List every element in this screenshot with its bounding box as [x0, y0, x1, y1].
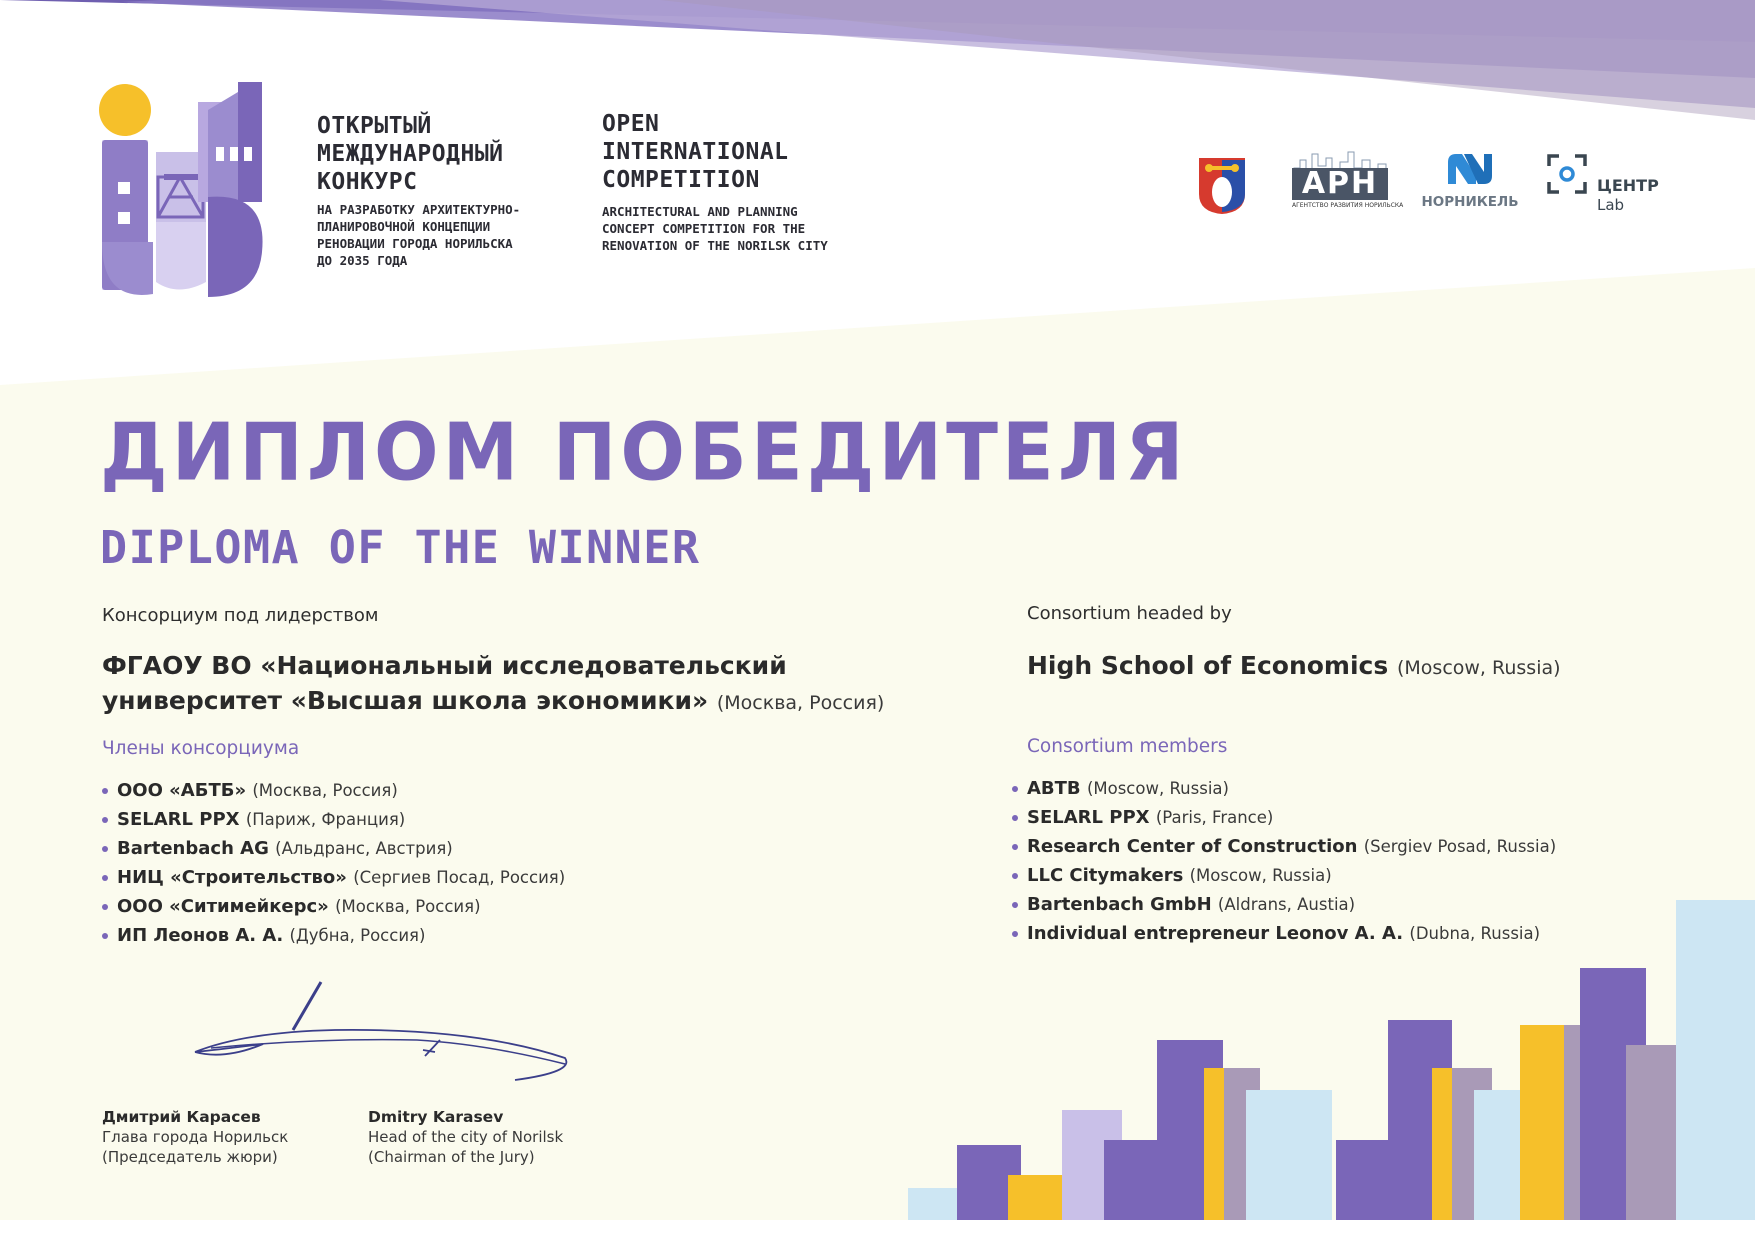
list-item: SELARL PPX (Париж, Франция): [102, 805, 565, 834]
list-item: Individual entrepreneur Leonov A. A. (Dubna, Russia): [1012, 919, 1556, 948]
signatory-role-ru-1: Глава города Норильск: [102, 1128, 289, 1146]
signatory-name-ru: Дмитрий Карасев: [102, 1108, 261, 1126]
consortium-intro-ru: Консорциум под лидерством: [102, 605, 379, 626]
ru-competition-subtitle: НА РАЗРАБОТКУ АРХИТЕКТУРНО- ПЛАНИРОВОЧНОЙ КОНЦЕПЦИИ РЕНОВАЦИИ ГОРОДА НОРИЛЬСКА ДО 2035 ГОДА: [317, 202, 521, 268]
list-item: ООО «Ситимейкерс» (Москва, Россия): [102, 892, 565, 921]
list-item: ABTB (Moscow, Russia): [1012, 774, 1556, 803]
members-title-en: Consortium members: [1027, 736, 1228, 757]
diploma-title-ru: ДИПЛОМ ПОБЕДИТЕЛЯ: [100, 405, 1188, 499]
nornickel-logo-text: НОРНИКЕЛЬ: [1421, 194, 1519, 210]
leader-location-ru: (Москва, Россия): [716, 692, 885, 714]
centr-lab-line1: ЦЕНТР: [1597, 176, 1659, 195]
diploma-title-en: DIPLOMA OF THE WINNER: [100, 521, 701, 574]
leader-name-line2-ru: университет «Высшая школа экономики»: [102, 686, 709, 715]
consortium-intro-en: Consortium headed by: [1027, 603, 1232, 624]
list-item: ООО «АБТБ» (Москва, Россия): [102, 776, 565, 805]
leader-name-en: High School of Economics: [1027, 651, 1389, 680]
arn-logo-mark: АРН: [1292, 168, 1388, 200]
centr-lab-line2: Lab: [1597, 196, 1625, 214]
list-item: ИП Леонов А. А. (Дубна, Россия): [102, 921, 565, 950]
leader-name-line1-ru: ФГАОУ ВО «Национальный исследовательский: [102, 651, 787, 680]
signatory-name-en: Dmitry Karasev: [368, 1108, 504, 1126]
list-item: Bartenbach AG (Альдранс, Австрия): [102, 834, 565, 863]
list-item: LLC Citymakers (Moscow, Russia): [1012, 861, 1556, 890]
en-competition-title: OPEN INTERNATIONAL COMPETITION: [602, 111, 789, 193]
en-competition-subtitle: ARCHITECTURAL AND PLANNING CONCEPT COMPETITION FOR THE RENOVATION OF THE NORILSK CITY: [602, 204, 828, 253]
list-item: SELARL PPX (Paris, France): [1012, 803, 1556, 832]
arn-logo-caption: АГЕНТСТВО РАЗВИТИЯ НОРИЛЬСКА: [1292, 202, 1404, 209]
list-item: НИЦ «Строительство» (Сергиев Посад, Россия): [102, 863, 565, 892]
list-item: Bartenbach GmbH (Aldrans, Austia): [1012, 890, 1556, 919]
leader-location-en: (Moscow, Russia): [1396, 657, 1561, 679]
signatory-role-ru-2: (Председатель жюри): [102, 1148, 278, 1166]
signatory-role-en-1: Head of the city of Norilsk: [368, 1128, 564, 1146]
signatory-role-en-2: (Chairman of the Jury): [368, 1148, 535, 1166]
members-title-ru: Члены консорциума: [102, 738, 300, 759]
list-item: Research Center of Construction (Sergiev Posad, Russia): [1012, 832, 1556, 861]
ru-competition-title: ОТКРЫТЫЙ МЕЖДУНАРОДНЫЙ КОНКУРС: [317, 113, 504, 195]
